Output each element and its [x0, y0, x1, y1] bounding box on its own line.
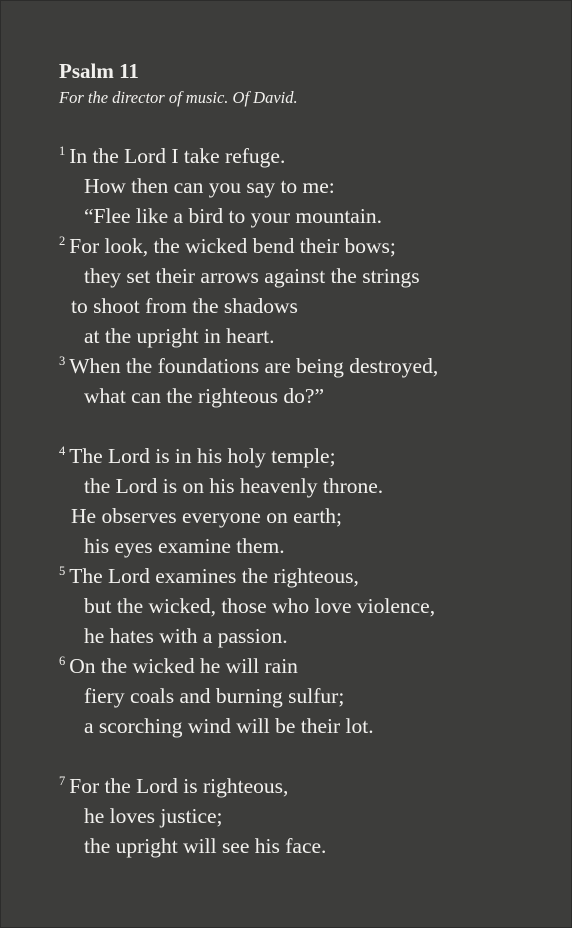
verse-line: [59, 531, 549, 561]
verse-line: [59, 141, 549, 171]
page-subtitle: For the director of music. Of David.: [59, 88, 298, 107]
verse-text: the Lord is on his heavenly throne.: [84, 474, 384, 498]
verse-line: [59, 471, 549, 501]
verse-text: When the foundations are being destroyed,: [69, 354, 439, 378]
verse-line: [59, 501, 549, 531]
verse-number: 7: [59, 774, 66, 788]
verse-text: he hates with a passion.: [84, 624, 288, 648]
verse-number: 5: [59, 564, 66, 578]
verse-number: 2: [59, 234, 66, 248]
verse-line: [59, 621, 549, 651]
verse-text: to shoot from the shadows: [71, 294, 298, 318]
verse-text: they set their arrows against the strings: [84, 264, 420, 288]
verse-text: a scorching wind will be their lot.: [84, 714, 374, 738]
verse-line: [59, 261, 549, 291]
verse-text: The Lord examines the righteous,: [69, 564, 359, 588]
verse-text: he loves justice;: [84, 804, 223, 828]
verse-text: at the upright in heart.: [84, 324, 275, 348]
verse-line: [59, 651, 549, 681]
verse-text: The Lord is in his holy temple;: [69, 444, 336, 468]
verse-text: the upright will see his face.: [84, 834, 327, 858]
verse-line: [59, 291, 549, 321]
verse-text: but the wicked, those who love violence,: [84, 594, 436, 618]
verse-line: [59, 771, 549, 801]
verse-line: [59, 171, 549, 201]
verse-line: [59, 681, 549, 711]
verse-line: [59, 201, 549, 231]
verse-line: [59, 231, 549, 261]
verse-text: For look, the wicked bend their bows;: [69, 234, 396, 258]
verse-text: For the Lord is righteous,: [69, 774, 289, 798]
verse-line: [59, 321, 549, 351]
page-title: Psalm 11: [59, 59, 139, 83]
verse-line: [59, 351, 549, 381]
verse-text: his eyes examine them.: [84, 534, 285, 558]
verse-line: [59, 831, 549, 861]
verse-text: On the wicked he will rain: [69, 654, 298, 678]
verse-number: 4: [59, 444, 66, 458]
stanza-break: [59, 741, 549, 771]
psalm-text: [59, 141, 549, 861]
verse-number: 1: [59, 144, 66, 158]
verse-line: [59, 441, 549, 471]
verse-line: [59, 561, 549, 591]
verse-text: fiery coals and burning sulfur;: [84, 684, 345, 708]
verse-text: In the Lord I take refuge.: [69, 144, 286, 168]
verse-text: what can the righteous do?”: [84, 384, 324, 408]
verse-line: [59, 801, 549, 831]
verse-number: 3: [59, 354, 66, 368]
verse-text: He observes everyone on earth;: [71, 504, 343, 528]
verse-line: [59, 381, 549, 411]
stanza-break: [59, 411, 549, 441]
verse-text: “Flee like a bird to your mountain.: [84, 204, 382, 228]
verse-text: How then can you say to me:: [84, 174, 335, 198]
verse-number: 6: [59, 654, 66, 668]
verse-line: [59, 591, 549, 621]
verse-line: [59, 711, 549, 741]
